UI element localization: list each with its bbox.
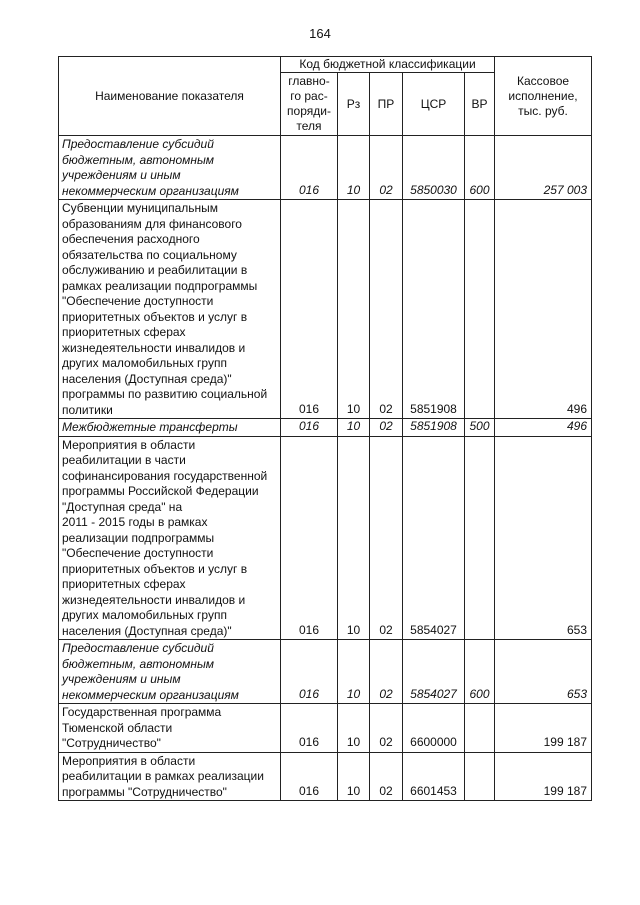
cell-vr: 600 [465,136,495,200]
cell-glav: 016 [281,704,338,753]
cell-csr: 5851908 [403,419,465,437]
cell-amount: 496 [495,419,592,437]
page-number: 164 [309,26,331,41]
table-row [59,200,592,419]
header-glavnogo: главно- го рас- поряди- теля [281,73,338,136]
cell-rz: 10 [338,752,370,801]
cell-csr: 5854027 [403,436,465,640]
table-row [59,419,592,437]
cell-amount: 496 [495,200,592,419]
cell-pr: 02 [370,640,403,704]
cell-name: Предоставление субсидий бюджетным, автономным учреждениям и иным некоммерческим организациям [59,136,281,200]
cell-vr: 500 [465,419,495,437]
cell-csr: 5854027 [403,640,465,704]
cell-rz: 10 [338,640,370,704]
cell-vr [465,752,495,801]
cell-pr: 02 [370,136,403,200]
header-name: Наименование показателя [59,57,281,136]
cell-rz: 10 [338,419,370,437]
table-row [59,136,592,200]
cell-name: Мероприятия в области реабилитации в рамках реализации программы "Сотрудничество" [59,752,281,801]
cell-vr [465,200,495,419]
cell-glav: 016 [281,640,338,704]
table-row [59,436,592,640]
cell-rz: 10 [338,704,370,753]
cell-pr: 02 [370,752,403,801]
header-vr: ВР [465,73,495,136]
cell-amount: 653 [495,436,592,640]
cell-csr: 5850030 [403,136,465,200]
cell-rz: 10 [338,200,370,419]
table-row [59,640,592,704]
cell-glav: 016 [281,436,338,640]
cell-vr [465,704,495,753]
cell-pr: 02 [370,704,403,753]
cell-glav: 016 [281,419,338,437]
cell-rz: 10 [338,136,370,200]
cell-amount: 257 003 [495,136,592,200]
cell-amount: 199 187 [495,704,592,753]
cell-glav: 016 [281,200,338,419]
cell-vr: 600 [465,640,495,704]
cell-amount: 199 187 [495,752,592,801]
header-classification-group: Код бюджетной классификации [281,57,495,73]
cell-csr: 6601453 [403,752,465,801]
header-rz: Рз [338,73,370,136]
cell-rz: 10 [338,436,370,640]
header-amount: Кассовое исполнение, тыс. руб. [495,57,592,136]
cell-pr: 02 [370,200,403,419]
cell-name: Субвенции муниципальным образованиям для финансового обеспечения расходного обязательства по социальному обслуживанию и реабилитации в рамках реализации подпрограммы "Обеспечение доступности приоритетных объектов и услуг в приоритетных сферах жизнедеятельности инвалидов и других маломобильных групп населения (Доступная среда)" программы по развитию социальной политики [59,200,281,419]
cell-csr: 6600000 [403,704,465,753]
cell-pr: 02 [370,436,403,640]
header-csr: ЦСР [403,73,465,136]
cell-name: Межбюджетные трансферты [59,419,281,437]
cell-name: Предоставление субсидий бюджетным, автономным учреждениям и иным некоммерческим организациям [59,640,281,704]
cell-glav: 016 [281,752,338,801]
cell-vr [465,436,495,640]
cell-csr: 5851908 [403,200,465,419]
cell-glav: 016 [281,136,338,200]
cell-amount: 653 [495,640,592,704]
cell-name: Государственная программа Тюменской области "Сотрудничество" [59,704,281,753]
cell-name: Мероприятия в области реабилитации в части софинансирования государственной программы Российской Федерации "Доступная среда" на 2011 - 2015 годы в рамках реализации подпрограммы "Обеспечение доступности приоритетных объектов и услуг в приоритетных сферах жизнедеятельности инвалидов и других маломобильных групп населения (Доступная среда)" [59,436,281,640]
table-row [59,704,592,753]
header-pr: ПР [370,73,403,136]
table-row [59,752,592,801]
cell-pr: 02 [370,419,403,437]
budget-table [58,56,592,801]
